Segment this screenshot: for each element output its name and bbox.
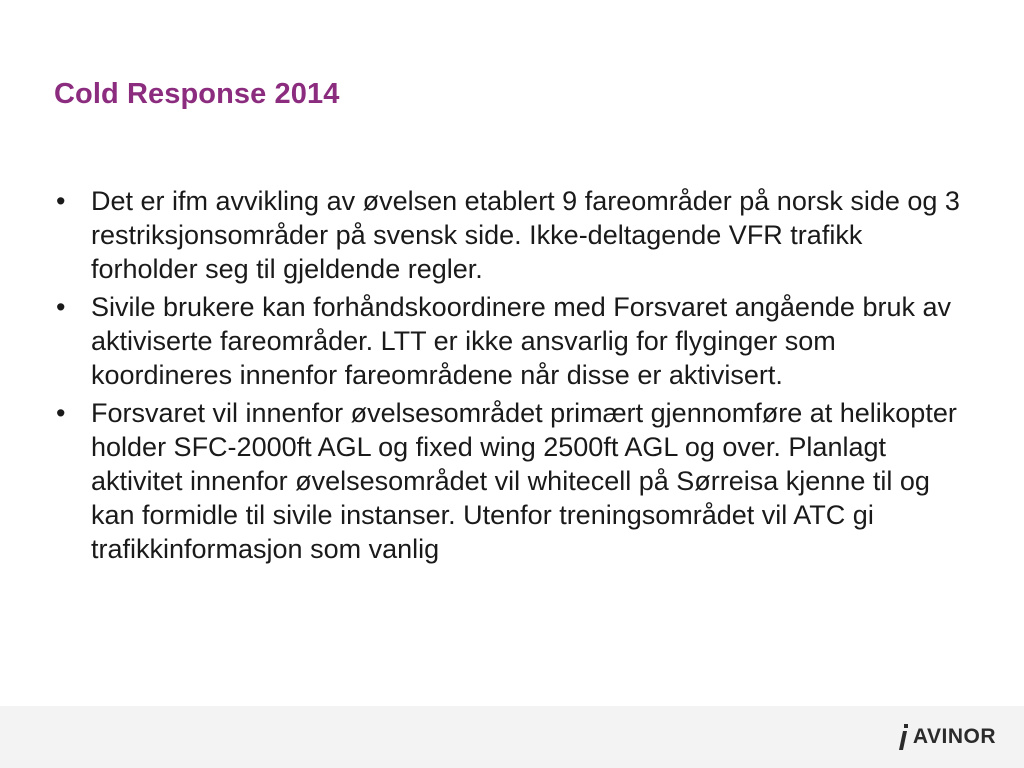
avinor-logo-icon (898, 723, 910, 751)
bullet-item (56, 184, 961, 286)
bullet-marker: • (56, 292, 66, 322)
bullet-marker: • (56, 398, 66, 428)
bullet-text: Forsvaret vil innenfor øvelsesområdet primært gjennomføre at helikopter holder SFC-2000ft AGL og fixed wing 2500ft AGL og over. Planlagt aktivitet innenfor øvelsesområdet vil whitecell på Sørreisa kjenne til og kan formidle til sivile instanser. Utenfor treningsområdet vil ATC gi trafikkinformasjon som vanlig (91, 398, 957, 564)
logo-text: AVINOR (912, 725, 996, 748)
bullet-text: Det er ifm avvikling av øvelsen etablert 9 fareområder på norsk side og 3 restriksjonsområder på svensk side. Ikke-deltagende VFR trafikk forholder seg til gjeldende regler. (91, 186, 960, 284)
bullet-text: Sivile brukere kan forhåndskoordinere med Forsvaret angående bruk av aktiviserte fareområder. LTT er ikke ansvarlig for flyginger som koordineres innenfor fareområdene når disse er aktivisert. (91, 292, 951, 390)
bullet-list (56, 184, 961, 570)
footer-bar (0, 706, 1024, 768)
avinor-logo (898, 722, 996, 752)
slide-title: Cold Response 2014 (54, 78, 340, 110)
bullet-item (56, 396, 961, 566)
bullet-marker: • (56, 186, 66, 216)
bullet-item (56, 290, 961, 392)
